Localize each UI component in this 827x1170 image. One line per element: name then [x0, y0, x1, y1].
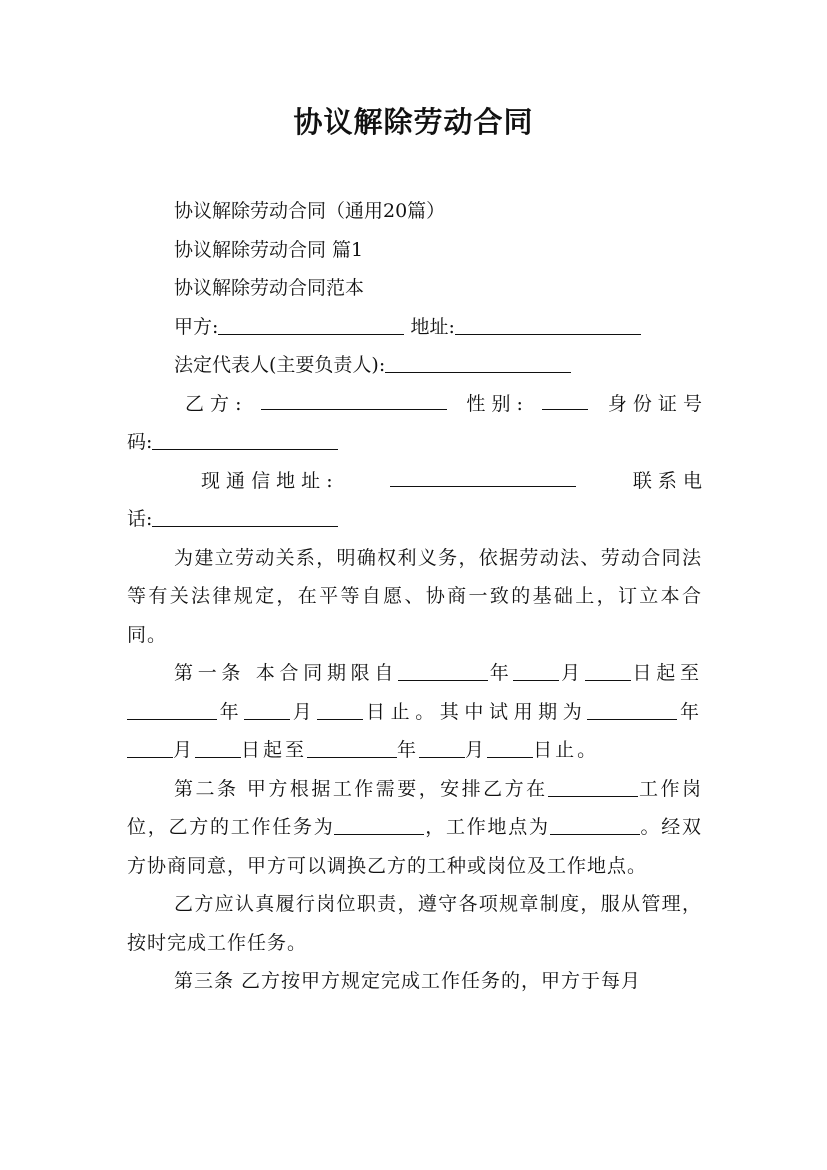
- party-b-line: [127, 385, 702, 424]
- id-blank[interactable]: [152, 425, 338, 450]
- current-address-line: [127, 462, 702, 501]
- document-body: [127, 192, 702, 1001]
- party-b-blank[interactable]: [261, 385, 447, 410]
- address-label: 地址:: [410, 315, 455, 338]
- year-label: 年: [397, 739, 420, 761]
- id-label-part1: 身 份 证 号: [607, 392, 702, 415]
- day-end-final-label: 日止。: [533, 739, 600, 761]
- month-label: 月: [173, 739, 196, 761]
- subtitle: 协议解除劳动合同（通用20篇）: [174, 200, 446, 222]
- article-1: [127, 654, 702, 770]
- party-a-line: [127, 308, 702, 347]
- article-3-start: 第三条 乙方按甲方规定完成工作任务的，甲方于每月: [174, 970, 642, 992]
- article-1-prefix: 第一条 本合同期限自: [174, 662, 399, 684]
- address-blank[interactable]: [455, 310, 641, 335]
- phone-line: [127, 500, 702, 539]
- year-label: 年: [488, 662, 514, 684]
- post-label: 岗位，乙方的工作任务为: [127, 777, 702, 838]
- day-end-label: 日止。其中试用期为: [363, 700, 588, 723]
- id-label-part2: 码:: [127, 431, 153, 453]
- end-month-blank[interactable]: [244, 695, 290, 720]
- phone-blank[interactable]: [152, 502, 338, 527]
- legal-rep-label: 法定代表人(主要负责人):: [174, 354, 386, 376]
- gender-blank[interactable]: [542, 385, 588, 410]
- work-location-label: ，工作地点为: [424, 816, 550, 838]
- party-a-label: 甲方:: [174, 315, 219, 338]
- year-label: 年: [677, 700, 702, 723]
- month-label: 月: [465, 739, 488, 761]
- probation-start-year-blank[interactable]: [587, 695, 677, 720]
- work-location-blank[interactable]: [550, 810, 640, 835]
- probation-start-month-blank[interactable]: [127, 733, 173, 758]
- start-day-blank[interactable]: [585, 656, 631, 681]
- probation-end-month-blank[interactable]: [419, 733, 465, 758]
- day-from-label: 日起至: [241, 739, 308, 761]
- phone-label-part2: 话:: [127, 508, 153, 530]
- intro-paragraph: 为建立劳动关系，明确权利义务，依据劳动法、劳动合同法等有关法律规定，在平等自愿、协商一致的基础上，订立本合同。: [127, 546, 702, 646]
- party-b-label: 乙 方 :: [185, 392, 242, 415]
- work-label: 工作: [637, 777, 682, 800]
- end-year-blank[interactable]: [127, 695, 217, 720]
- id-line: [127, 423, 702, 462]
- current-address-blank[interactable]: [390, 462, 576, 487]
- month-label: 月: [290, 700, 318, 723]
- duty-paragraph: 乙方应认真履行岗位职责，遵守各项规章制度，服从管理，按时完成工作任务。: [127, 893, 702, 954]
- current-address-label: 现 通 信 地 址 :: [201, 469, 333, 492]
- probation-end-day-blank[interactable]: [487, 733, 533, 758]
- year-label: 年: [217, 700, 245, 723]
- party-a-blank[interactable]: [218, 310, 404, 335]
- start-year-blank[interactable]: [398, 656, 488, 681]
- period-mark: 。: [639, 816, 662, 838]
- work-task-blank[interactable]: [334, 810, 424, 835]
- article-2: [127, 770, 702, 886]
- work-department-blank[interactable]: [548, 772, 638, 797]
- phone-label-part1: 联 系 电: [632, 469, 702, 492]
- legal-rep-blank[interactable]: [385, 348, 571, 373]
- adjustment-text: 经双方协商同意，甲方可以调换乙方的工种或岗位及工作地点。: [127, 816, 702, 877]
- legal-rep-line: [127, 346, 702, 385]
- template-name: 协议解除劳动合同范本: [174, 277, 365, 299]
- document-title: 协议解除劳动合同: [293, 105, 534, 139]
- end-day-blank[interactable]: [317, 695, 363, 720]
- start-month-blank[interactable]: [513, 656, 559, 681]
- day-from-label: 日起至: [630, 662, 702, 684]
- probation-start-day-blank[interactable]: [195, 733, 241, 758]
- gender-label: 性 别 :: [466, 392, 523, 415]
- section-heading: 协议解除劳动合同 篇1: [174, 238, 364, 261]
- article-2-prefix: 第二条 甲方根据工作需要，安排乙方在: [174, 777, 548, 800]
- month-label: 月: [559, 662, 585, 684]
- probation-end-year-blank[interactable]: [307, 733, 397, 758]
